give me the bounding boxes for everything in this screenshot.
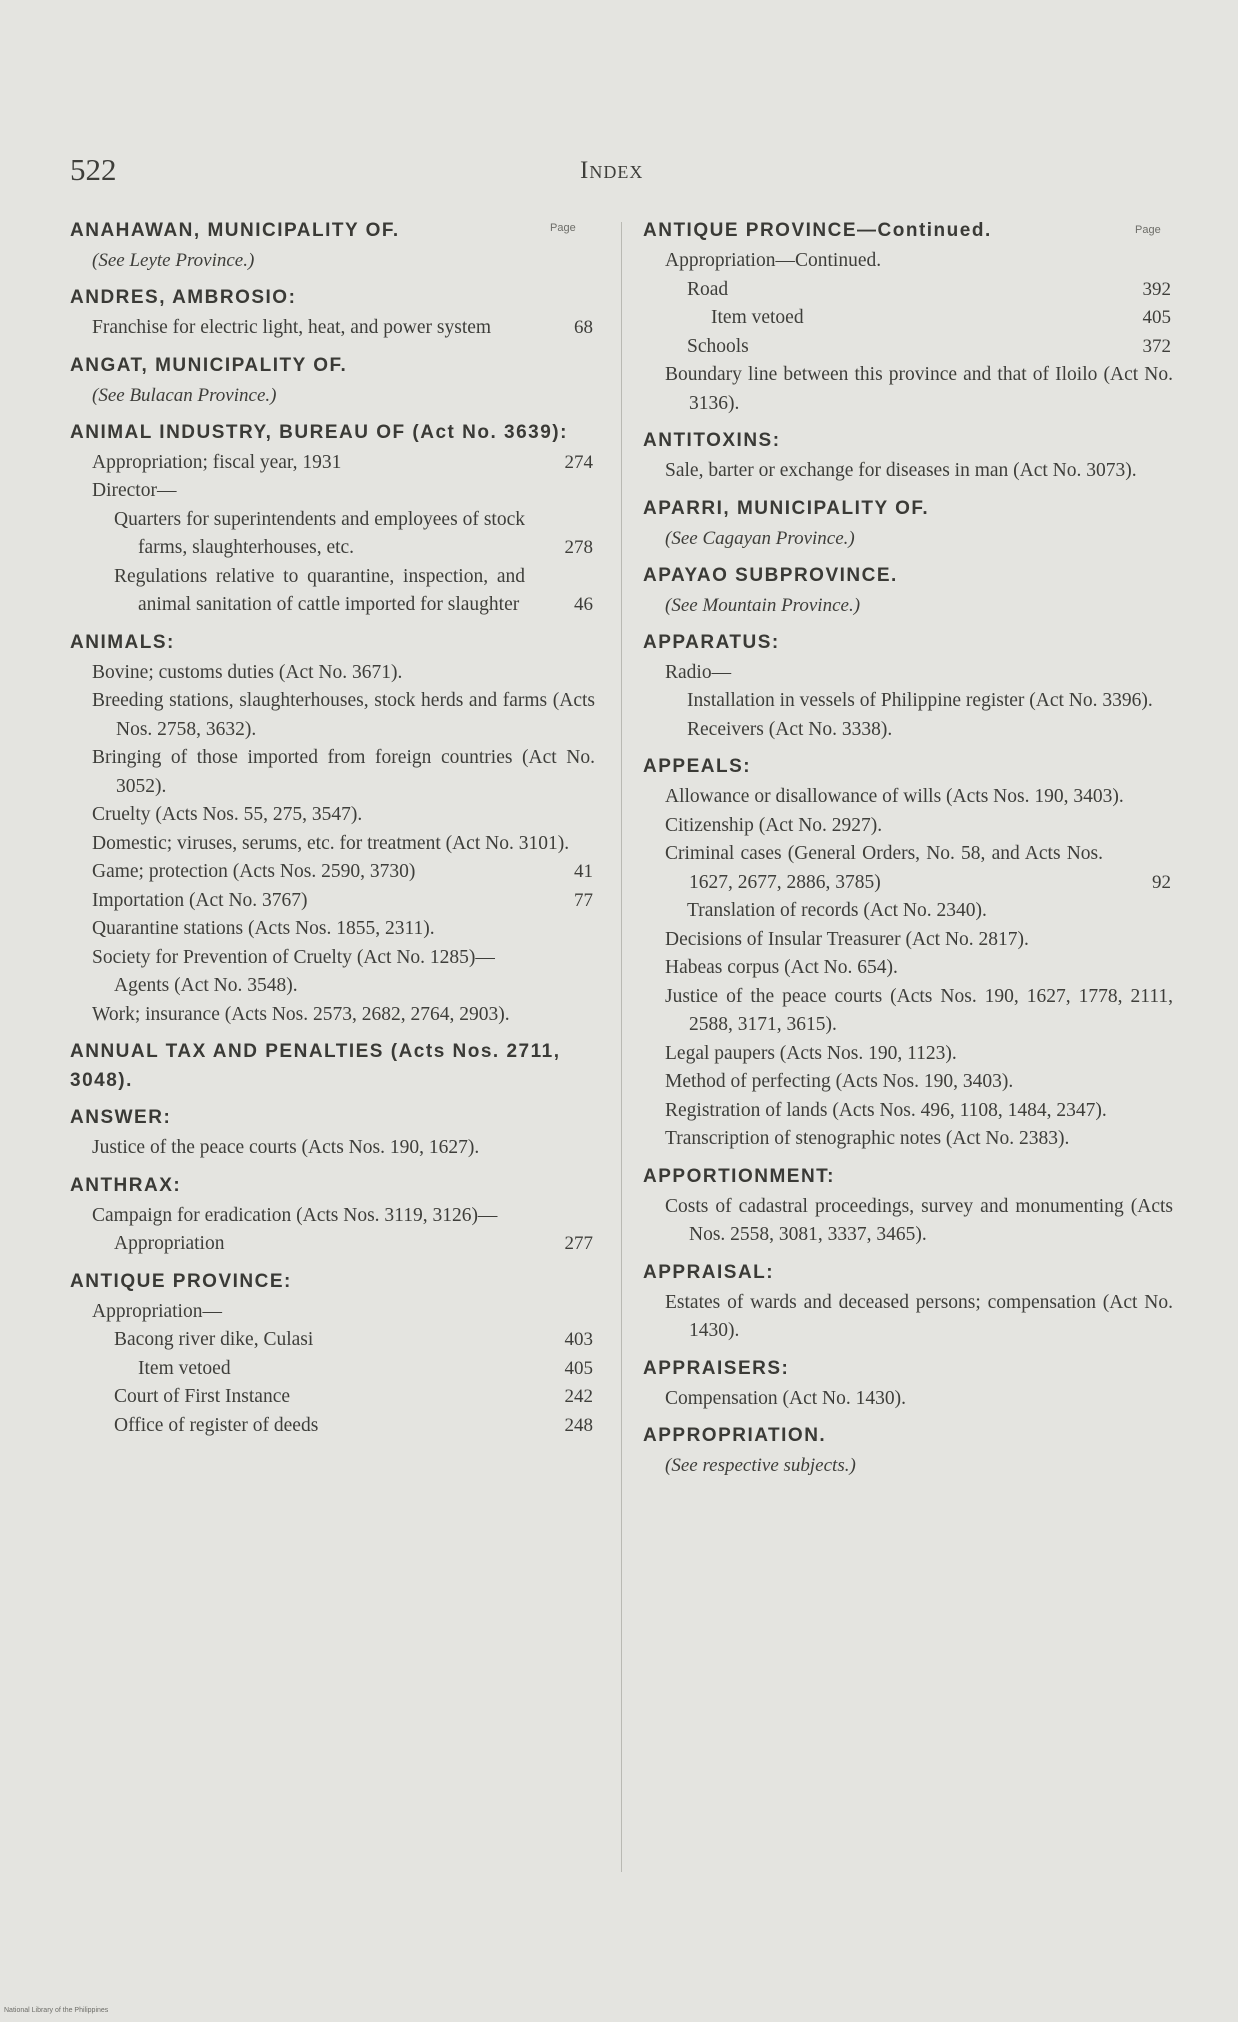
subentry (70, 744, 595, 801)
see-reference: (See respective subjects.) (665, 1455, 856, 1476)
subentry-text: Franchise for electric light, heat, and power system (92, 317, 492, 338)
subentry (643, 361, 1173, 418)
subentry-text: Society for Prevention of Cruelty (Act No. 1285)— (92, 946, 495, 968)
subentry (70, 887, 595, 916)
subentry (643, 783, 1173, 812)
page-label-right: Page (1135, 224, 1161, 236)
entry-heading: ANIMALS: (70, 631, 175, 653)
subentry-text: Item vetoed (138, 1357, 231, 1379)
subentry (643, 926, 1173, 955)
index-entry (70, 1267, 595, 1441)
page-reference: 392 (1142, 278, 1171, 300)
subentry (70, 449, 595, 478)
subentry (643, 1385, 1173, 1414)
page-reference: 278 (564, 537, 593, 558)
index-entry (643, 1354, 1173, 1414)
subentry (643, 983, 1173, 1040)
subentry-text: Item vetoed (711, 307, 804, 328)
subentry-text: Breeding stations, slaughterhouses, stock herds and farms (Acts Nos. 2758, 3632). (92, 690, 595, 740)
index-entry (643, 1258, 1173, 1346)
subentry (70, 830, 595, 859)
entry-heading: APAYAO SUBPROVINCE. (643, 564, 898, 586)
entry-heading: ANTHRAX: (70, 1174, 182, 1196)
subentry-text: Translation of records (Act No. 2340). (687, 900, 987, 921)
subentry-text: Regulations relative to quarantine, inspection, and animal sanitation of cattle imported for slaughter (114, 565, 525, 615)
page-reference: 403 (564, 1329, 593, 1350)
subentry (643, 659, 1173, 688)
subentry-text: Decisions of Insular Treasurer (Act No. 2817). (665, 928, 1029, 950)
subentry-text: Estates of wards and deceased persons; compensation (Act No. 1430). (665, 1291, 1173, 1341)
see-reference: (See Mountain Province.) (665, 594, 861, 616)
footer-credit: National Library of the Philippines (4, 2007, 109, 2014)
subentry (70, 477, 595, 506)
subentry (70, 314, 595, 343)
entry-heading: ANSWER: (70, 1107, 172, 1128)
page-reference: 46 (574, 594, 593, 615)
subentry (643, 333, 1173, 362)
subentry-text: Justice of the peace courts (Acts Nos. 190, 1627). (92, 1137, 480, 1158)
entry-heading: ANAHAWAN, MUNICIPALITY OF. (70, 220, 400, 241)
index-entry (70, 351, 595, 410)
subentry-text: Sale, barter or exchange for diseases in man (Act No. 3073). (665, 460, 1137, 481)
subentry (643, 1289, 1173, 1346)
entry-heading: APPROPRIATION. (643, 1425, 827, 1446)
page-reference: 405 (564, 1357, 593, 1379)
column-divider (621, 222, 622, 1872)
left-column (70, 216, 595, 1448)
entry-heading: APPRAISAL: (643, 1261, 775, 1283)
page-reference: 405 (1142, 307, 1171, 328)
index-entry (643, 561, 1173, 620)
subentry (70, 1001, 595, 1030)
page-reference: 274 (564, 451, 593, 473)
index-entry (643, 752, 1173, 1154)
page-reference: 77 (574, 889, 593, 911)
subentry-text: Work; insurance (Acts Nos. 2573, 2682, 2764, 2903). (92, 1003, 510, 1025)
subentry (643, 304, 1173, 333)
entry-heading: APARRI, MUNICIPALITY OF. (643, 497, 930, 519)
subentry (70, 1298, 595, 1327)
entry-heading: APPARATUS: (643, 631, 780, 653)
subentry-text: Office of register of deeds (114, 1414, 319, 1436)
subentry (70, 915, 595, 944)
entry-heading: ANTITOXINS: (643, 430, 781, 451)
index-entry (643, 494, 1173, 553)
page-label-left: Page (550, 222, 576, 234)
subentry (643, 247, 1173, 276)
index-entry (70, 628, 595, 1030)
subentry-text: Appropriation—Continued. (665, 250, 882, 271)
subentry-text: Quarters for superintendents and employees of stock farms, slaughterhouses, etc. (114, 508, 525, 558)
subentry (70, 1230, 595, 1259)
subentry (643, 897, 1173, 926)
subentry-text: Costs of cadastral proceedings, survey and monumenting (Acts Nos. 2558, 3081, 3337, 3465). (665, 1195, 1173, 1245)
subentry (70, 506, 595, 563)
subentry-text: Allowance or disallowance of wills (Acts Nos. 190, 3403). (665, 786, 1124, 807)
subentry-text: Criminal cases (General Orders, No. 58, and Acts Nos. 1627, 2677, 2886, 3785) (665, 843, 1103, 893)
entry-heading: ANTIQUE PROVINCE: (70, 1270, 292, 1292)
page-number: 522 (70, 152, 117, 187)
subentry (643, 1068, 1173, 1097)
entry-heading: ANIMAL INDUSTRY, BUREAU OF (Act No. 3639): (70, 421, 568, 443)
subentry-text: Road (687, 278, 729, 300)
subentry (70, 972, 595, 1001)
page-reference: 68 (574, 317, 593, 338)
subentry (70, 801, 595, 830)
subentry (70, 1355, 595, 1384)
index-entry (643, 426, 1173, 486)
subentry (643, 687, 1173, 716)
page-reference: 248 (564, 1414, 593, 1436)
subentry-text: Legal paupers (Acts Nos. 190, 1123). (665, 1042, 957, 1064)
index-entry (643, 1162, 1173, 1250)
page-reference: 92 (1152, 871, 1171, 893)
see-reference: (See Leyte Province.) (92, 250, 255, 271)
subentry (70, 1202, 595, 1231)
index-entry (70, 1037, 595, 1095)
entry-heading: APPORTIONMENT: (643, 1165, 835, 1187)
subentry-text: Compensation (Act No. 1430). (665, 1387, 907, 1409)
see-reference: (See Cagayan Province.) (665, 527, 855, 549)
subentry (70, 944, 595, 973)
page-reference: 41 (574, 861, 593, 882)
subentry-text: Justice of the peace courts (Acts Nos. 190, 1627, 1778, 2111, 2588, 3171, 3615). (665, 985, 1173, 1035)
subentry-text: Radio— (665, 661, 732, 683)
subentry (70, 1326, 595, 1355)
subentry (643, 276, 1173, 305)
subentry (643, 812, 1173, 841)
subentry-text: Cruelty (Acts Nos. 55, 275, 3547). (92, 804, 363, 825)
subentry (643, 1193, 1173, 1250)
index-entry (70, 1103, 595, 1163)
index-entry (70, 1171, 595, 1259)
page-reference: 277 (564, 1233, 593, 1254)
entry-heading: ANDRES, AMBROSIO: (70, 287, 297, 308)
subentry-text: Court of First Instance (114, 1386, 291, 1407)
running-head: Index (580, 157, 644, 184)
entry-heading: APPEALS: (643, 756, 752, 777)
subentry-text: Quarantine stations (Acts Nos. 1855, 2311). (92, 918, 435, 939)
subentry (70, 563, 595, 620)
right-column (643, 216, 1173, 1488)
subentry (643, 1097, 1173, 1126)
subentry (70, 1134, 595, 1163)
subentry-text: Boundary line between this province and that of Iloilo (Act No. 3136). (665, 364, 1173, 414)
subentry-text: Installation in vessels of Philippine register (Act No. 3396). (687, 690, 1153, 711)
subentry-text: Director— (92, 480, 177, 501)
subentry-text: Bacong river dike, Culasi (114, 1329, 314, 1350)
subentry-text: Transcription of stenographic notes (Act No. 2383). (665, 1128, 1070, 1149)
subentry-text: Citizenship (Act No. 2927). (665, 814, 883, 836)
subentry (70, 659, 595, 688)
subentry (70, 1383, 595, 1412)
subentry-text: Appropriation; fiscal year, 1931 (92, 451, 342, 473)
subentry (643, 716, 1173, 745)
subentry-text: Schools (687, 335, 749, 357)
subentry-text: Bringing of those imported from foreign countries (Act No. 3052). (92, 747, 595, 797)
entry-heading: ANTIQUE PROVINCE—Continued. (643, 220, 992, 241)
subentry (643, 840, 1173, 897)
subentry-text: Method of perfecting (Acts Nos. 190, 3403). (665, 1071, 1014, 1092)
entry-heading: ANNUAL TAX AND PENALTIES (Acts Nos. 2711, 3048). (70, 1041, 561, 1091)
subentry (643, 1040, 1173, 1069)
subentry-text: Importation (Act No. 3767) (92, 889, 308, 911)
see-reference: (See Bulacan Province.) (92, 384, 277, 406)
subentry-text: Receivers (Act No. 3338). (687, 718, 893, 740)
subentry (70, 1412, 595, 1441)
subentry-text: Habeas corpus (Act No. 654). (665, 957, 898, 978)
index-entry (643, 1421, 1173, 1480)
subentry (643, 1125, 1173, 1154)
subentry-text: Appropriation (114, 1233, 225, 1254)
entry-heading: ANGAT, MUNICIPALITY OF. (70, 354, 348, 376)
index-entry (70, 283, 595, 343)
subentry-text: Registration of lands (Acts Nos. 496, 1108, 1484, 2347). (665, 1099, 1107, 1121)
subentry (70, 858, 595, 887)
subentry-text: Domestic; viruses, serums, etc. for treatment (Act No. 3101). (92, 832, 570, 854)
subentry-text: Appropriation— (92, 1300, 222, 1322)
index-entry (643, 628, 1173, 745)
page-reference: 242 (564, 1386, 593, 1407)
index-entry (70, 418, 595, 620)
index-entry (643, 216, 1173, 418)
index-entry (70, 216, 595, 275)
page-reference: 372 (1142, 335, 1171, 357)
subentry-text: Campaign for eradication (Acts Nos. 3119, 3126)— (92, 1204, 498, 1226)
subentry (643, 954, 1173, 983)
subentry-text: Game; protection (Acts Nos. 2590, 3730) (92, 861, 416, 882)
subentry (70, 687, 595, 744)
entry-heading: APPRAISERS: (643, 1357, 790, 1379)
subentry-text: Bovine; customs duties (Act No. 3671). (92, 661, 403, 683)
subentry (643, 457, 1173, 486)
subentry-text: Agents (Act No. 3548). (114, 975, 298, 996)
